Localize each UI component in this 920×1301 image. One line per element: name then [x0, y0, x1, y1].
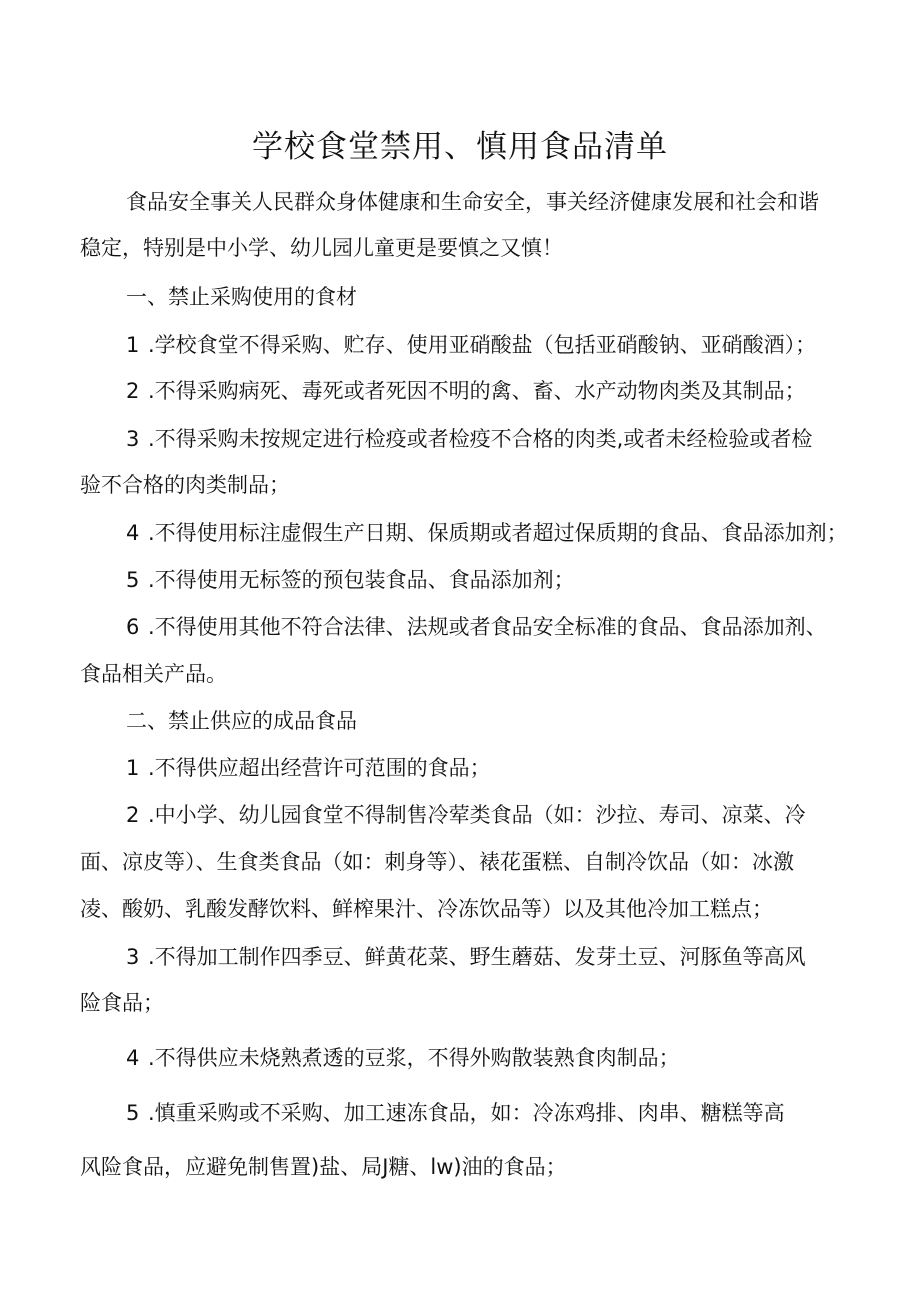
section2-heading: 二、禁止供应的成品食品 — [126, 709, 357, 733]
item-text: .不得采购病死、毒死或者死因不明的禽、畜、水产动物肉类及其制品； — [148, 379, 806, 403]
section1-item-3 — [126, 424, 920, 454]
section2-item-2-cont-1: 面、凉皮等）、生食类食品（如：刺身等）、裱花蛋糕、自制冷饮品（如：冰激 — [80, 850, 794, 874]
item-text: .不得供应未烧熟煮透的豆浆，不得外购散装熟食肉制品； — [148, 1046, 680, 1070]
section2-item-1 — [126, 753, 920, 783]
item-number: 4 — [126, 521, 140, 545]
item-number: 3 — [126, 427, 140, 451]
item-text: .不得加工制作四季豆、鲜黄花菜、野生蘑菇、发芽土豆、河豚鱼等高风 — [148, 945, 806, 969]
section2-item-3-cont: 险食品； — [80, 991, 164, 1015]
section1-item-4 — [126, 518, 920, 548]
item-text: .不得采购未按规定进行检疫或者检疫不合格的肉类,或者未经检验或者检 — [148, 427, 813, 451]
item-text: .不得使用标注虚假生产日期、保质期或者超过保质期的食品、食品添加剂； — [148, 521, 848, 545]
intro-line-1: 食品安全事关人民群众身体健康和生命安全，事关经济健康发展和社会和谐 — [126, 190, 819, 214]
item-text: .不得使用其他不符合法律、法规或者食品安全标准的食品、食品添加剂、 — [148, 615, 827, 639]
section2-item-3 — [126, 942, 920, 972]
section1-item-5 — [126, 565, 920, 595]
section1-item-1 — [126, 330, 920, 360]
section2-item-5 — [126, 1098, 920, 1128]
section1-item-3-cont: 验不合格的肉类制品； — [80, 473, 290, 497]
item-number: 6 — [126, 615, 140, 639]
section2-item-2 — [126, 800, 920, 830]
section2-item-5-cont: 风险食品，应避免制售置)盐、局J糖、lw)油的食品； — [80, 1155, 567, 1179]
item-number: 5 — [126, 1101, 140, 1125]
item-number: 1 — [126, 333, 140, 357]
item-number: 2 — [126, 803, 140, 827]
item-number: 2 — [126, 379, 140, 403]
section2-item-4 — [126, 1043, 920, 1073]
item-text: .不得供应超出经营许可范围的食品； — [148, 756, 491, 780]
section1-item-6-cont: 食品相关产品。 — [80, 662, 227, 686]
item-text: .中小学、幼儿园食堂不得制售冷荤类食品（如：沙拉、寿司、凉菜、冷 — [148, 803, 806, 827]
document-title: 学校食堂禁用、慎用食品清单 — [252, 129, 668, 165]
item-number: 3 — [126, 945, 140, 969]
item-number: 4 — [126, 1046, 140, 1070]
intro-line-2: 稳定，特别是中小学、幼儿园儿童更是要慎之又慎！ — [80, 236, 563, 260]
section1-heading: 一、禁止采购使用的食材 — [126, 285, 357, 309]
item-text: .学校食堂不得采购、贮存、使用亚硝酸盐（包括亚硝酸钠、亚硝酸酒）； — [148, 333, 817, 357]
item-number: 1 — [126, 756, 140, 780]
section1-item-2 — [126, 376, 920, 406]
item-number: 5 — [126, 568, 140, 592]
section1-item-6 — [126, 612, 920, 642]
item-text: .慎重采购或不采购、加工速冻食品，如：冷冻鸡排、肉串、糖糕等高 — [148, 1101, 785, 1125]
item-text: .不得使用无标签的预包装食品、食品添加剂； — [148, 568, 575, 592]
section2-item-2-cont-2: 凌、酸奶、乳酸发酵饮料、鲜榨果汁、冷冻饮品等）以及其他冷加工糕点； — [80, 897, 773, 921]
